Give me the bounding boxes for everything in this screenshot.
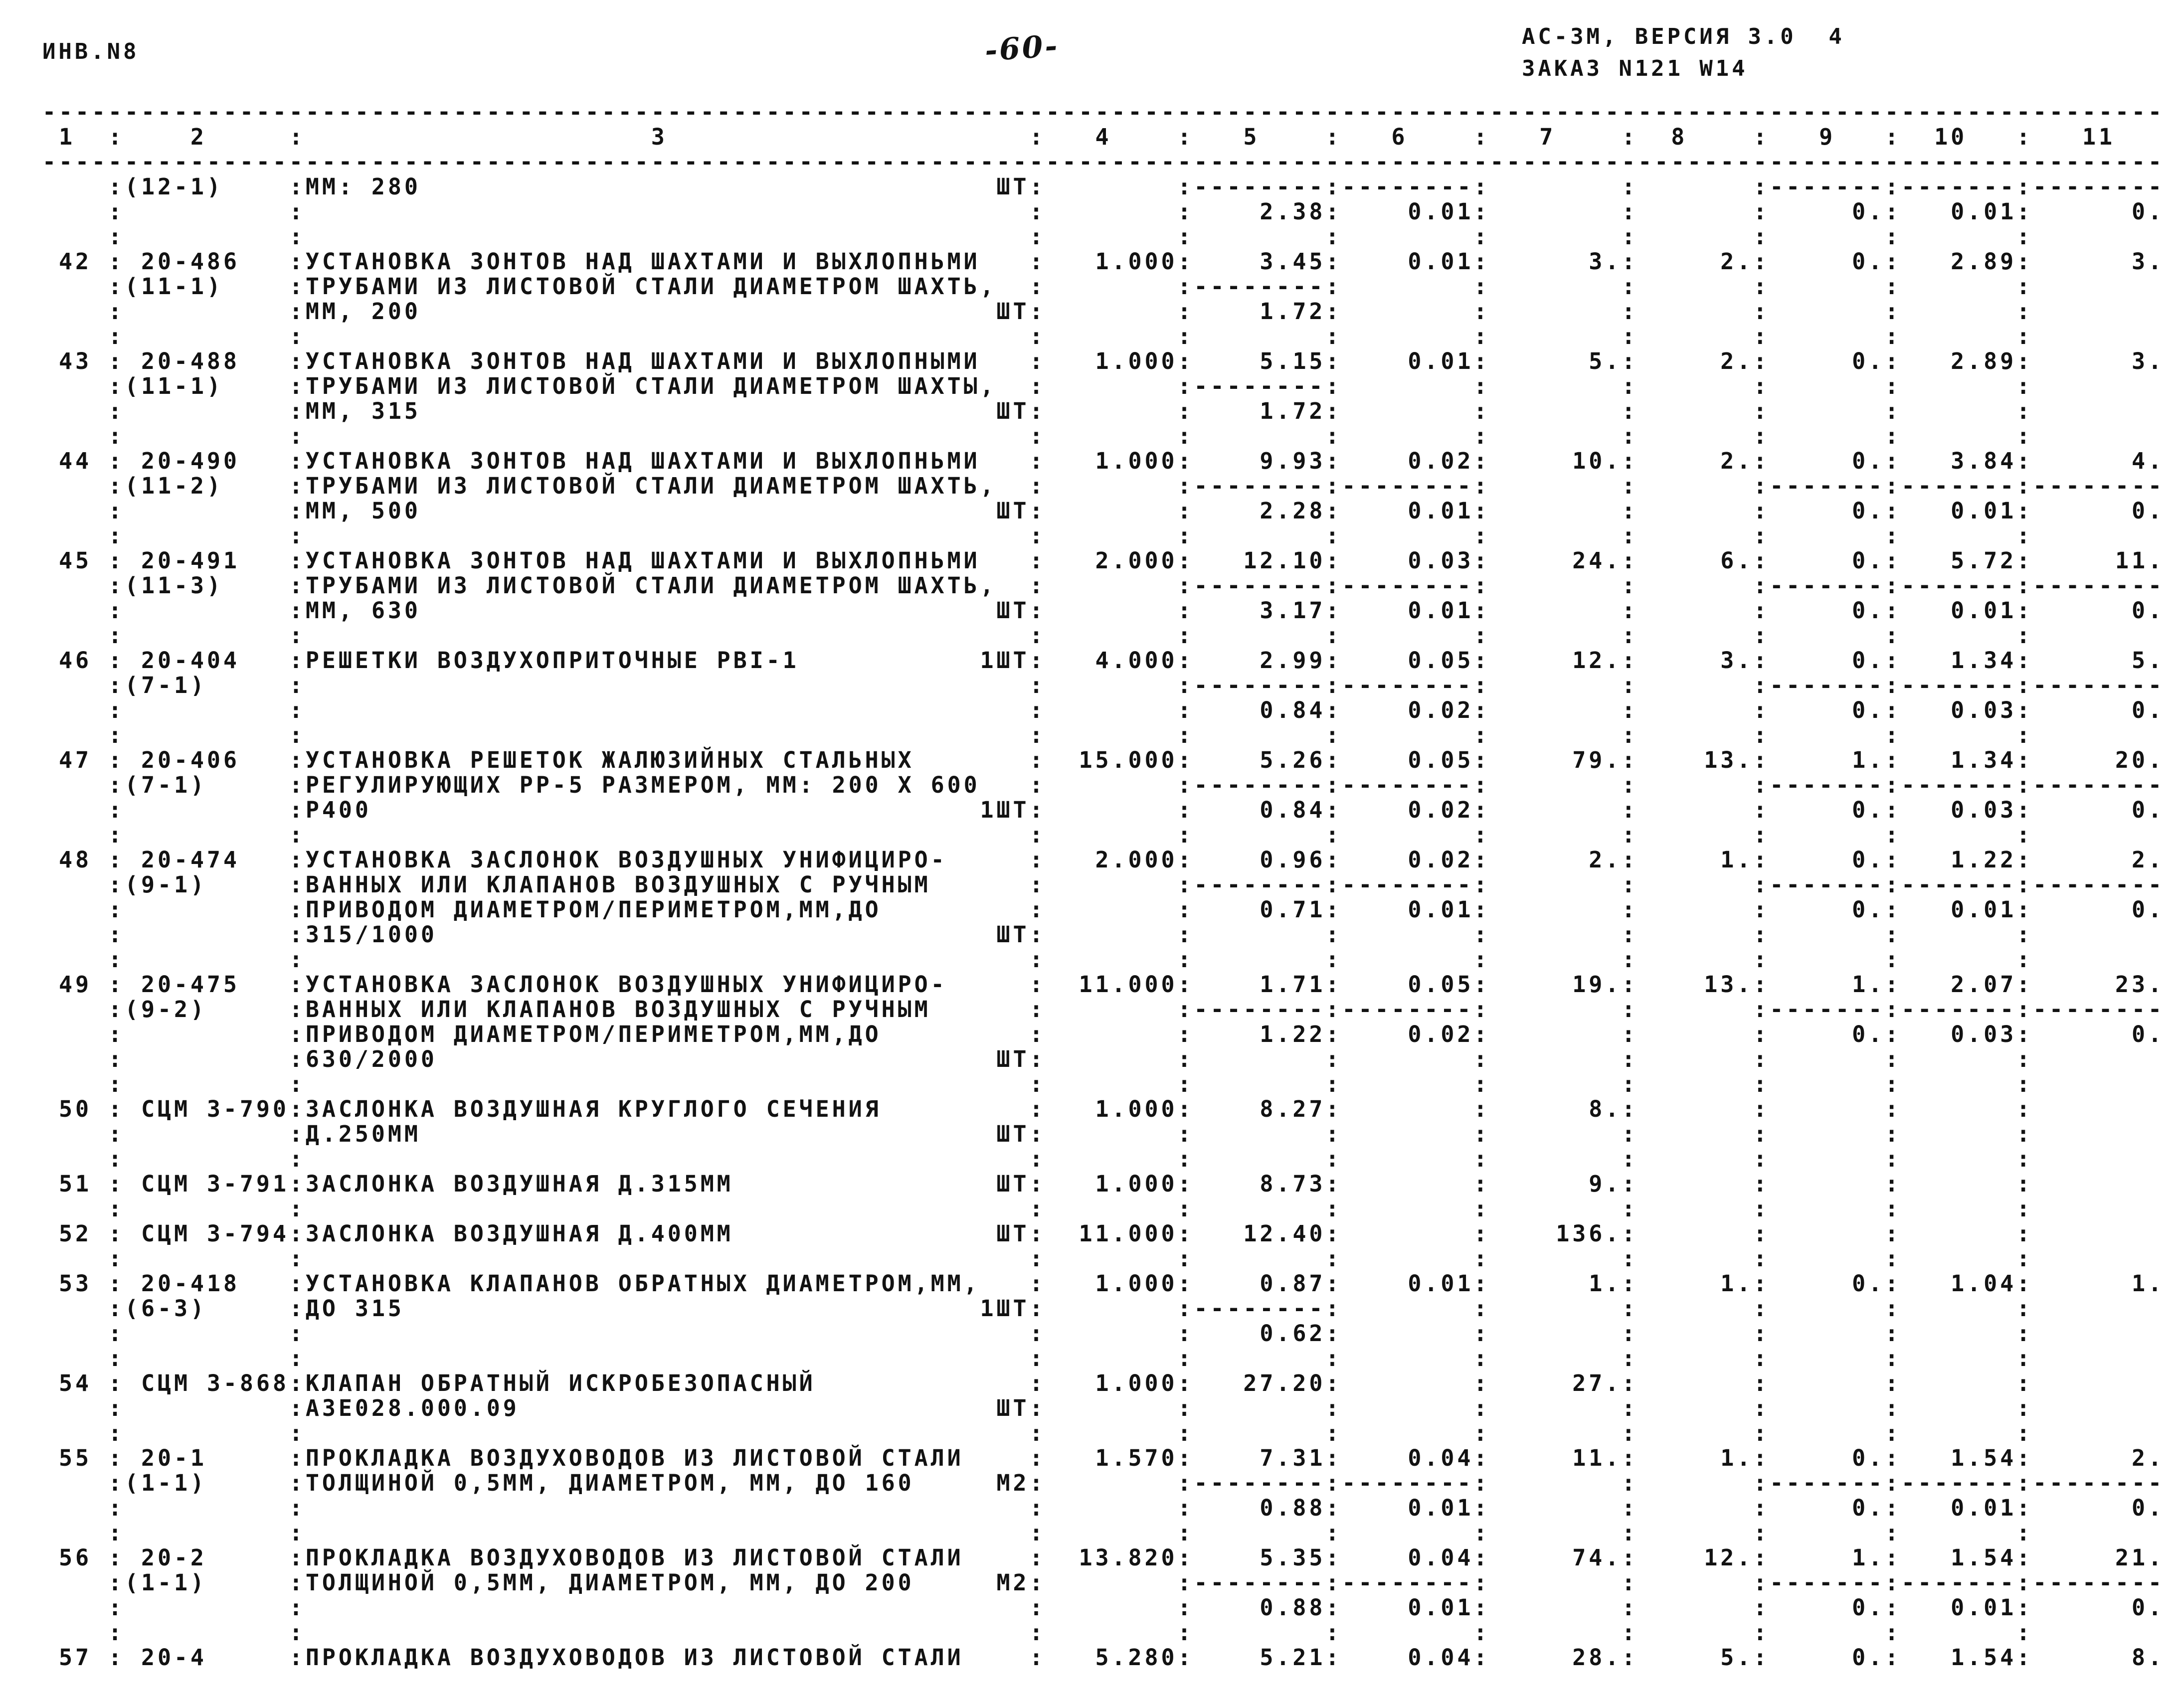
system-version-line: АС-3М, ВЕРСИЯ 3.0 4 [1522,24,1845,49]
table-line: : : : : : : : : : : [42,1520,2165,1546]
table-line: : : : : : : : : : : [42,1071,2165,1097]
table-line: 42 : 20-486 :УСТАНОВКА ЗОНТОВ НАД ШАХТАМИ И ВЫХЛОПНЬМИ : 1.000: 3.45: 0.01: 3.: 2.: 0.: 2.89: 3. [42,248,2165,275]
table-line: : : : : 0.62: : : : : : [42,1320,2165,1347]
table-line: : :Д.250ММ ШТ: : : : : : : : [42,1121,2165,1147]
table-line: 43 : 20-488 :УСТАНОВКА ЗОНТОВ НАД ШАХТАМИ И ВЫХЛОПНЫМИ : 1.000: 5.15: 0.01: 5.: 2.: 0.: 2.89: 3. [42,348,2165,374]
dashed-rule: --------------------------------------------------------------------------------------------------------------------------------- [42,149,2165,175]
table-line: :(6-3) :ДО 315 1ШТ: :--------: : : : : : [42,1295,2165,1322]
table-line: : : : : : : : : : : [42,722,2165,748]
inventory-number-label: ИНВ.N8 [42,39,140,64]
table-line: :(9-1) :ВАННЫХ ИЛИ КЛАПАНОВ ВОЗДУШНЫХ С РУЧНЫМ : :--------:--------: : :-------:-------:-------- [42,871,2165,898]
table-line: : : : : 0.88: 0.01: : : 0.: 0.01: 0. [42,1495,2165,1521]
table-line: : :ПРИВОДОМ ДИАМЕТРОМ/ПЕРИМЕТРОМ,ММ,ДО : : 0.71: 0.01: : : 0.: 0.01: 0. [42,896,2165,923]
table-line: 56 : 20-2 :ПРОКЛАДКА ВОЗДУХОВОДОВ ИЗ ЛИСТОВОЙ СТАЛИ : 13.820: 5.35: 0.04: 74.: 12.: 1.: 1.54: 21. [42,1544,2165,1571]
table-line: : : : : : : : : : : [42,323,2165,349]
table-line: :(9-2) :ВАННЫХ ИЛИ КЛАПАНОВ ВОЗДУШНЫХ С РУЧНЫМ : :--------:--------: : :-------:-------:-------- [42,996,2165,1023]
table-line: :(12-1) :ММ: 280 ШТ: :--------:--------: : :-------:-------:-------- [42,173,2165,200]
table-line: :(11-1) :ТРУБАМИ ИЗ ЛИСТОВОЙ СТАЛИ ДИАМЕТРОМ ШАХТЬ, : :--------: : : : : : [42,273,2165,300]
table-line: : : : : 2.38: 0.01: : : 0.: 0.01: 0. [42,198,2165,225]
table-line: : :ПРИВОДОМ ДИАМЕТРОМ/ПЕРИМЕТРОМ,ММ,ДО : : 1.22: 0.02: : : 0.: 0.03: 0. [42,1021,2165,1047]
table-line: : : : : : : : : : : [42,622,2165,649]
table-line: : : : : : : : : : : [42,223,2165,250]
table-line: :(1-1) :ТОЛЩИНОЙ 0,5ММ, ДИАМЕТРОМ, ММ, ДО 200 М2: :--------:--------: : :-------:-------:-------- [42,1569,2165,1596]
table-line: : : : : : : : : : : [42,1146,2165,1172]
table-line: 54 : СЦМ 3-868:КЛАПАН ОБРАТНЫЙ ИСКРОБЕЗОПАСНЫЙ : 1.000: 27.20: : 27.: : : : [42,1370,2165,1396]
table-line: : : : : : : : : : : [42,1245,2165,1272]
table-line: :(11-2) :ТРУБАМИ ИЗ ЛИСТОВОЙ СТАЛИ ДИАМЕТРОМ ШАХТЬ, : :--------:--------: : :-------:-------:-------- [42,473,2165,499]
table-line: : : : : : : : : : : [42,822,2165,848]
table-line: 45 : 20-491 :УСТАНОВКА ЗОНТОВ НАД ШАХТАМИ И ВЫХЛОПНЬМИ : 2.000: 12.10: 0.03: 24.: 6.: 0.: 5.72: 11. [42,547,2165,574]
table-line: :(1-1) :ТОЛЩИНОЙ 0,5ММ, ДИАМЕТРОМ, ММ, ДО 160 М2: :--------:--------: : :-------:-------:-------- [42,1470,2165,1496]
table-line: : :315/1000 ШТ: : : : : : : : [42,921,2165,948]
table-line: : :АЗЕ028.000.09 ШТ: : : : : : : : [42,1395,2165,1421]
table-line: : : : : : : : : : : [42,1420,2165,1446]
table-line: : :Р400 1ШТ: : 0.84: 0.02: : : 0.: 0.03: 0. [42,797,2165,823]
order-number-line: ЗАКАЗ N121 W14 [1522,56,1748,81]
table-line: :(7-1) :РЕГУЛИРУЮЩИХ РР-5 РАЗМЕРОМ, ММ: 200 Х 600 : :--------:--------: : :-------:-------:-------- [42,772,2165,798]
table-line: : :ММ, 315 ШТ: : 1.72: : : : : : [42,398,2165,424]
table-line: : : : : : : : : : : [42,423,2165,449]
table-line: 55 : 20-1 :ПРОКЛАДКА ВОЗДУХОВОДОВ ИЗ ЛИСТОВОЙ СТАЛИ : 1.570: 7.31: 0.04: 11.: 1.: 0.: 1.54: 2. [42,1445,2165,1471]
dashed-rule: --------------------------------------------------------------------------------------------------------------------------------- [42,99,2165,125]
table-line: : : : : 0.88: 0.01: : : 0.: 0.01: 0. [42,1594,2165,1621]
table-line: 44 : 20-490 :УСТАНОВКА ЗОНТОВ НАД ШАХТАМИ И ВЫХЛОПНЬМИ : 1.000: 9.93: 0.02: 10.: 2.: 0.: 3.84: 4. [42,448,2165,474]
estimate-table [42,100,2165,1670]
table-line: 48 : 20-474 :УСТАНОВКА ЗАСЛОНОК ВОЗДУШНЫХ УНИФИЦИРО- : 2.000: 0.96: 0.02: 2.: 1.: 0.: 1.22: 2. [42,847,2165,873]
table-line: :(7-1) : : :--------:--------: : :-------:-------:-------- [42,672,2165,698]
table-line: : :630/2000 ШТ: : : : : : : : [42,1046,2165,1072]
table-line: : : : : : : : : : : [42,946,2165,973]
table-line: :(11-3) :ТРУБАМИ ИЗ ЛИСТОВОЙ СТАЛИ ДИАМЕТРОМ ШАХТЬ, : :--------:--------: : :-------:-------:-------- [42,572,2165,599]
table-line: 53 : 20-418 :УСТАНОВКА КЛАПАНОВ ОБРАТНЫХ ДИАМЕТРОМ,ММ, : 1.000: 0.87: 0.01: 1.: 1.: 0.: 1.04: 1. [42,1270,2165,1297]
handwritten-page-number: -60- [983,28,1061,69]
table-line: : :ММ, 200 ШТ: : 1.72: : : : : : [42,298,2165,325]
table-line: : : : : : : : : : : [42,1345,2165,1371]
table-line: : : : : : : : : : : [42,1619,2165,1646]
table-line: 57 : 20-4 :ПРОКЛАДКА ВОЗДУХОВОДОВ ИЗ ЛИСТОВОЙ СТАЛИ : 5.280: 5.21: 0.04: 28.: 5.: 0.: 1.54: 8. [42,1644,2165,1671]
column-number-row: 1 : 2 : 3 : 4 : 5 : 6 : 7 : 8 : 9 : 10 : 11 [42,124,2165,150]
table-line: 51 : СЦМ 3-791:ЗАСЛОНКА ВОЗДУШНАЯ Д.315ММ ШТ: 1.000: 8.73: : 9.: : : : [42,1171,2165,1197]
table-line: : :ММ, 630 ШТ: : 3.17: 0.01: : : 0.: 0.01: 0. [42,597,2165,624]
table-line: : : : : 0.84: 0.02: : : 0.: 0.03: 0. [42,697,2165,723]
table-line: 50 : СЦМ 3-790:ЗАСЛОНКА ВОЗДУШНАЯ КРУГЛОГО СЕЧЕНИЯ : 1.000: 8.27: : 8.: : : : [42,1096,2165,1122]
table-line: : :ММ, 500 ШТ: : 2.28: 0.01: : : 0.: 0.01: 0. [42,498,2165,524]
table-line: :(11-1) :ТРУБАМИ ИЗ ЛИСТОВОЙ СТАЛИ ДИАМЕТРОМ ШАХТЫ, : :--------: : : : : : [42,373,2165,399]
table-line: 47 : 20-406 :УСТАНОВКА РЕШЕТОК ЖАЛЮЗИЙНЫХ СТАЛЬНЫХ : 15.000: 5.26: 0.05: 79.: 13.: 1.: 1.34: 20. [42,747,2165,773]
table-line: : : : : : : : : : : [42,522,2165,549]
table-line: 52 : СЦМ 3-794:ЗАСЛОНКА ВОЗДУШНАЯ Д.400ММ ШТ: 11.000: 12.40: : 136.: : : : [42,1220,2165,1247]
table-line: : : : : : : : : : : [42,1196,2165,1222]
table-line: 46 : 20-404 :РЕШЕТКИ ВОЗДУХОПРИТОЧНЫЕ РВI-1 1ШТ: 4.000: 2.99: 0.05: 12.: 3.: 0.: 1.34: 5. [42,647,2165,674]
table-line: 49 : 20-475 :УСТАНОВКА ЗАСЛОНОК ВОЗДУШНЫХ УНИФИЦИРО- : 11.000: 1.71: 0.05: 19.: 13.: 1.: 2.07: 23. [42,971,2165,998]
